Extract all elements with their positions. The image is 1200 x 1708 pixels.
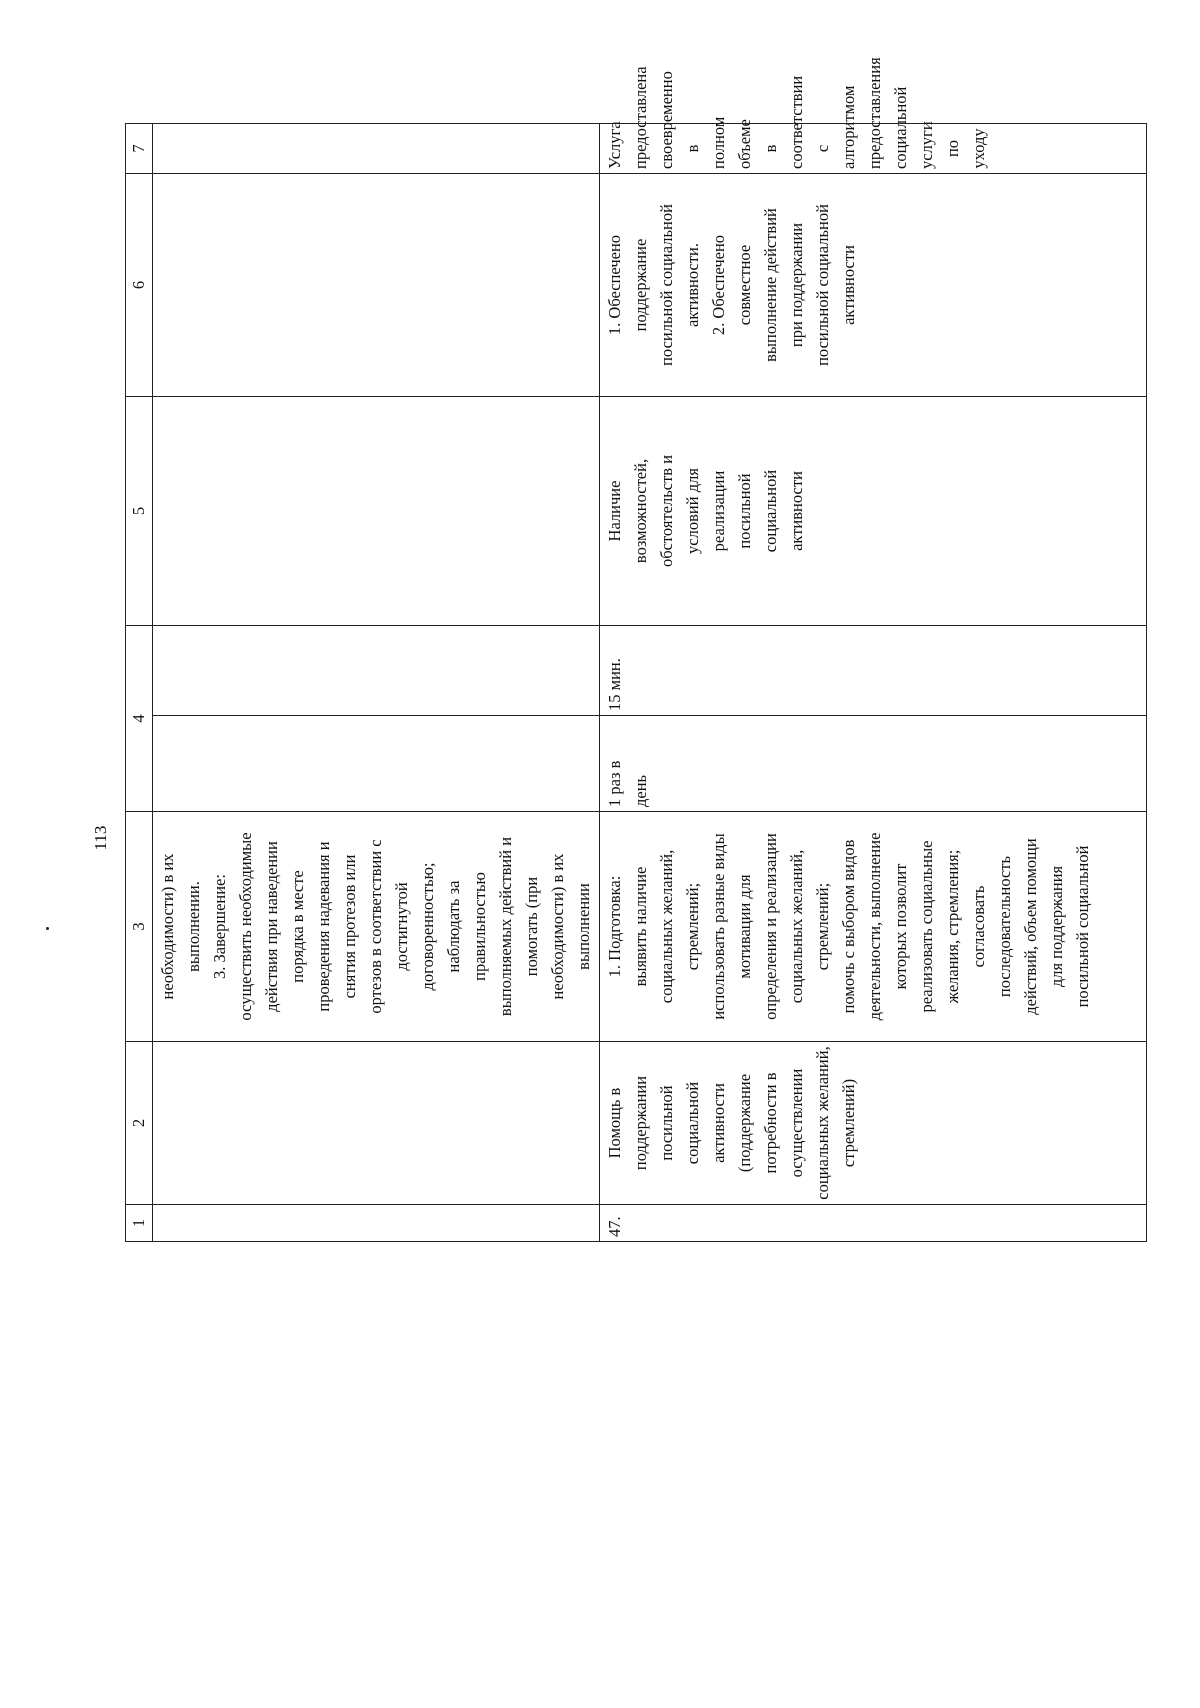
scan-speck [46, 927, 49, 930]
cell-conditions: Наличие возможностей, обстоятельств и условий для реализации посильной социальной активности [600, 397, 1147, 626]
cell-service-name: Помощь в поддержании посильной социальной активности (поддержание потребности в осуществлении социальных желаний, стремлений) [600, 1042, 1147, 1205]
header-col-7: 7 [126, 124, 153, 174]
table-row-47 [600, 124, 1147, 1242]
page-number: 113 [91, 825, 110, 851]
cell-results: 1. Обеспечено поддержание посильной социальной активности. 2. Обеспечено совместное выполнение действий при поддержании посильной социальной активности [600, 174, 1147, 397]
cell-procedure: 1. Подготовка: выявить наличие социальных желаний, стремлений; использовать разные виды мотивации для определения и реализации социальных желаний, стремлений; помочь с выбором видов деятельности, выполнение которых позволит реализовать социальные желания, стремления; согласовать последовательность действий, объем помощи для поддержания посильной социальной [600, 812, 1147, 1042]
cell-duration [153, 626, 600, 716]
header-col-1: 1 [126, 1205, 153, 1242]
cell-results [153, 174, 600, 397]
header-col-6: 6 [126, 174, 153, 397]
cell-service-name [153, 1042, 600, 1205]
header-col-4: 4 [126, 626, 153, 812]
cell-conditions [153, 397, 600, 626]
header-col-5: 5 [126, 397, 153, 626]
cell-number [153, 1205, 600, 1242]
cell-frequency: 1 раз в день [600, 716, 1147, 812]
cell-duration: 15 мин. [600, 626, 1147, 716]
cell-quality: Услуга предоставлена своевременно в полном объеме в соответствии с алгоритмом предоставления социальной услуги по уходу [600, 124, 1147, 174]
cell-quality [153, 124, 600, 174]
continuation-row [153, 124, 600, 1242]
cell-procedure: необходимости) в их выполнении. 3. Завершение: осуществить необходимые действия при наведении порядка в месте проведения надевания и снятия протезов или ортезов в соответствии с достигнутой договоренностью; наблюдать за правильностью выполняемых действий и помогать (при необходимости) в их выполнении [153, 812, 600, 1042]
services-table [125, 57, 1147, 1242]
cell-number: 47. [600, 1205, 1147, 1242]
rotated-table-wrapper [125, 57, 1147, 1242]
header-col-3: 3 [126, 812, 153, 1042]
header-row [126, 124, 153, 1242]
cell-frequency [153, 716, 600, 812]
header-col-2: 2 [126, 1042, 153, 1205]
